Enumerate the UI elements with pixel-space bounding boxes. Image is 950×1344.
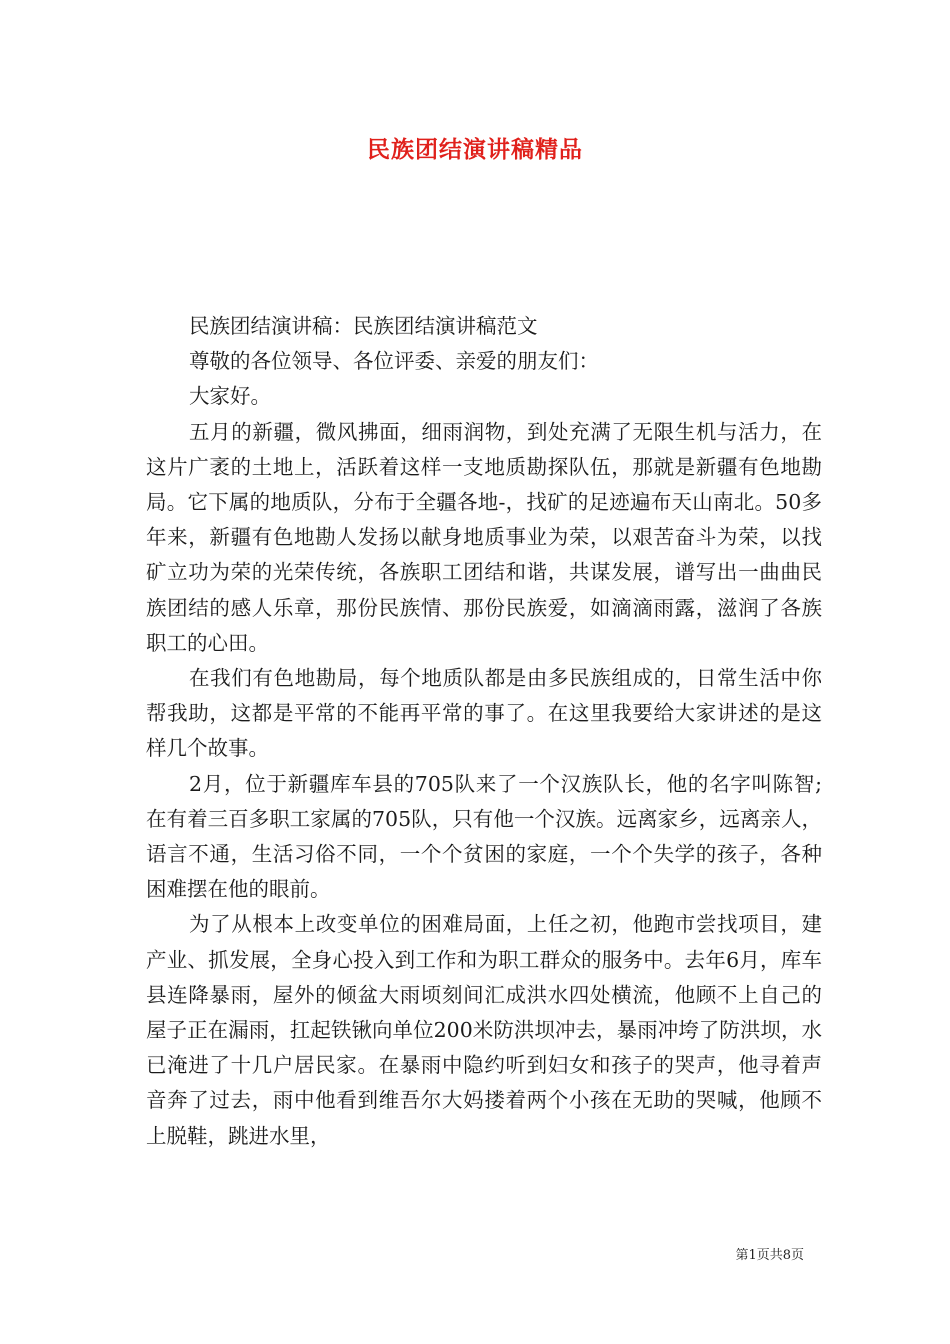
paragraph-body: 五月的新疆，微风拂面，细雨润物，到处充满了无限生机与活力，在这片广袤的土地上，活跃着这样一支地质勘探队伍，那就是新疆有色地勘局。它下属的地质队，分布于全疆各地-，找矿的足迹遍布天山南北。50多年来，新疆有色地勘人发扬以献身地质事业为荣，以艰苦奋斗为荣，以找矿立功为荣的光荣传统，各族职工团结和谐，共谋发展，谱写出一曲曲民族团结的感人乐章，那份民族情、那份民族爱，如滴滴雨露，滋润了各族职工的心田。 bbox=[146, 419, 822, 655]
page-number: 第1页共8页 bbox=[735, 1248, 804, 1263]
paragraph-body: 2月，位于新疆库车县的705队来了一个汉族队长，他的名字叫陈智;在有着三百多职工家属的705队，只有他一个汉族。远离家乡，远离亲人，语言不通，生活习俗不同，一个个贫困的家庭，一个个失学的孩子，各种困难摆在他的眼前。 bbox=[146, 771, 822, 902]
paragraph-greeting: 大家好。 bbox=[189, 384, 271, 409]
paragraph-salutation: 尊敬的各位领导、各位评委、亲爱的朋友们： bbox=[189, 349, 599, 374]
document-body bbox=[146, 309, 822, 1154]
paragraph-subtitle: 民族团结演讲稿：民族团结演讲稿范文 bbox=[189, 314, 538, 338]
paragraph-body: 为了从根本上改变单位的困难局面，上任之初，他跑市尝找项目，建产业、抓发展，全身心投入到工作和为职工群众的服务中。去年6月，库车县连降暴雨，屋外的倾盆大雨顷刻间汇成洪水四处横流，他顾不上自己的屋子正在漏雨，扛起铁锹向单位200米防洪坝冲去，暴雨冲垮了防洪坝，水已淹进了十几户居民家。在暴雨中隐约听到妇女和孩子的哭声，他寻着声音奔了过去，雨中他看到维吾尔大妈搂着两个小孩在无助的哭喊，他顾不上脱鞋，跳进水里， bbox=[146, 912, 822, 1148]
document-title: 民族团结演讲稿精品 bbox=[367, 136, 583, 163]
paragraph-body: 在我们有色地勘局，每个地质队都是由多民族组成的，日常生活中你帮我助，这都是平常的不能再平常的事了。在这里我要给大家讲述的是这样几个故事。 bbox=[146, 666, 822, 761]
